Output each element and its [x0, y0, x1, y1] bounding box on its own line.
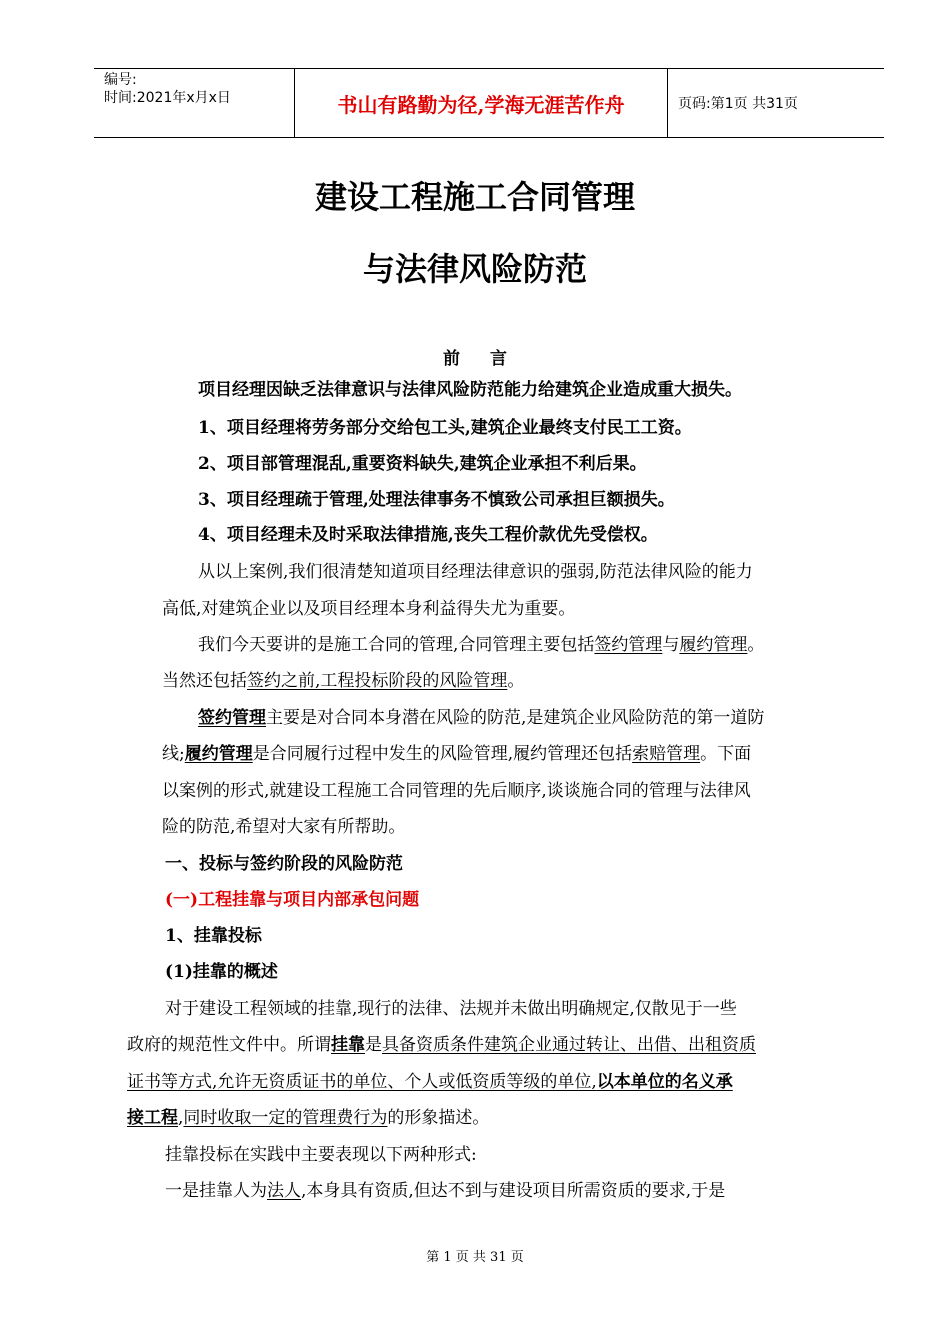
text-run: 。	[507, 671, 525, 691]
body-line: 项目经理因缺乏法律意识与法律风险防范能力给建筑企业造成重大损失。	[198, 380, 742, 400]
underlined-term: 法人	[267, 1181, 301, 1201]
body-line	[127, 1033, 756, 1057]
item-heading: 1、挂靠投标	[165, 926, 262, 946]
underlined-term: 签约管理	[594, 635, 663, 655]
body-line: 1、项目经理将劳务部分交给包工头,建筑企业最终支付民工工资。	[198, 418, 692, 438]
header-meta	[94, 69, 295, 137]
body-line: 4、项目经理未及时采取法律措施,丧失工程价款优先受偿权。	[198, 525, 658, 545]
text-run: 与	[662, 635, 680, 655]
body-line	[162, 742, 751, 766]
underlined-term: 履约管理	[184, 744, 253, 764]
text-run: 当然还包括	[162, 671, 247, 691]
number-label: 编号:	[104, 72, 137, 88]
body-line	[198, 706, 764, 730]
body-line: 2、项目部管理混乱,重要资料缺失,建筑企业承担不利后果。	[198, 454, 647, 474]
text-run: ,	[178, 1108, 184, 1128]
text-run: 主要是对合同本身潜在风险的防范,是建筑企业风险防范的第一道防	[266, 708, 765, 728]
body-line: 以案例的形式,就建设工程施工合同管理的先后顺序,谈谈施合同的管理与法律风	[162, 781, 751, 801]
text-run: 是	[365, 1035, 382, 1055]
body-line	[127, 1106, 489, 1130]
underlined-term: 履约管理	[679, 635, 748, 655]
underlined-term: 接工程	[127, 1108, 178, 1128]
preface-heading: 前言	[443, 349, 537, 369]
text-run: 是合同履行过程中发生的风险管理,履约管理还包括	[252, 744, 633, 764]
underlined-term: 索赔管理	[632, 744, 701, 764]
underlined-term: 以本单位的名义承	[596, 1072, 733, 1092]
underlined-term: 证书等方式,允许无资质证书的单位、个人或低资质等级的单位,	[127, 1072, 597, 1092]
underlined-term: 挂靠	[331, 1035, 365, 1055]
header-motto: 书山有路勤为径,学海无涯苦作舟	[295, 69, 668, 137]
body-line	[165, 1179, 725, 1203]
subsection-heading: (一)工程挂靠与项目内部承包问题	[165, 890, 420, 910]
underlined-term: 同时收取一定的管理费行为	[183, 1108, 388, 1128]
underlined-term: 具备资质条件建筑企业通过转让、出借、出租资质	[382, 1035, 756, 1055]
underlined-term: 签约之前,工程投标阶段的风险管理	[247, 671, 508, 691]
time-label: 时间:2021年x月x日	[104, 90, 231, 106]
body-line: 高低,对建筑企业以及项目经理本身利益得失尤为重要。	[162, 599, 576, 619]
text-run: 。下面	[700, 744, 752, 764]
body-line: 从以上案例,我们很清楚知道项目经理法律意识的强弱,防范法律风险的能力	[198, 562, 753, 582]
body-line	[162, 669, 524, 693]
section-heading: 一、投标与签约阶段的风险防范	[165, 854, 403, 874]
underlined-term: 签约管理	[198, 708, 266, 728]
body-line: 3、项目经理疏于管理,处理法律事务不慎致公司承担巨额损失。	[198, 490, 675, 510]
text-run: 我们今天要讲的是施工合同的管理,合同管理主要包括	[198, 635, 595, 655]
text-run: 一是挂靠人为	[165, 1181, 267, 1201]
text-run: 线;	[162, 744, 185, 764]
text-run: 的形象描述。	[387, 1108, 490, 1128]
page-footer: 第 1 页 共 31 页	[426, 1250, 524, 1265]
item-heading: (1)挂靠的概述	[165, 962, 278, 982]
body-line: 挂靠投标在实践中主要表现以下两种形式:	[165, 1145, 477, 1165]
document-title-line1: 建设工程施工合同管理	[314, 178, 635, 216]
header-page-code: 页码:第1页 共31页	[678, 96, 798, 112]
body-line: 对于建设工程领域的挂靠,现行的法律、法规并未做出明确规定,仅散见于一些	[165, 999, 737, 1019]
document-title-line2: 与法律风险防范	[362, 250, 587, 288]
text-run: 。	[747, 635, 765, 655]
text-run: 政府的规范性文件中。所谓	[127, 1035, 331, 1055]
text-run: ,本身具有资质,但达不到与建设项目所需资质的要求,于是	[301, 1181, 726, 1201]
body-line	[127, 1070, 733, 1094]
page-header	[94, 68, 884, 138]
body-line: 险的防范,希望对大家有所帮助。	[162, 817, 406, 837]
body-line	[198, 633, 764, 657]
